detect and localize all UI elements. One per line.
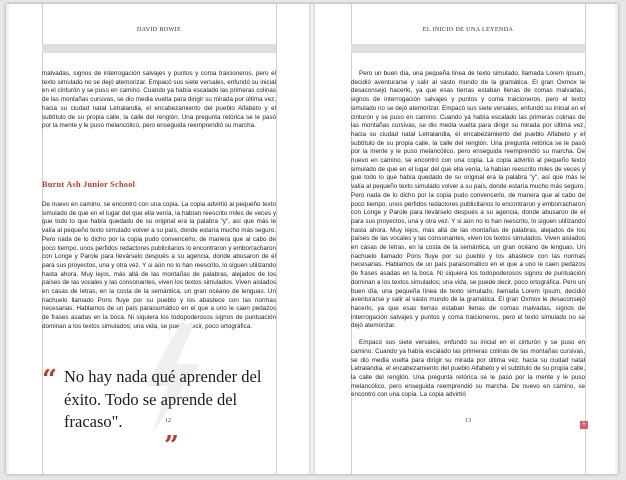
quote-text: No hay nada qué aprender del éxito. Todo se aprende del fracaso". <box>64 367 262 431</box>
running-head-right: EL INICIO DE UNA LEYENDA <box>422 26 514 33</box>
body-text-top <box>42 70 276 131</box>
pull-quote: “ No hay nada qué aprender del éxito. Todo se aprende del fracaso". ” <box>42 366 282 434</box>
section-title: Burnt Ash Junior School <box>42 180 136 189</box>
paragraph: Empacó sus siete versales, enfundó su inicial en el cinturón y se puso en camino. Cuando ya había escalado las primeras colinas de las montañas cursivas, se dio media vuelta para dirigir su mirada por última vez, hacia su ciudad natal Letralandia, el encabezamiento del pueblo Alfabeto y el subtítulo de su propia calle, la calle del renglón. Una pregunta retórica se le pasó por la mente y le puso melancólico, pero enseguida reemprendió su marcha. De nuevo en camino, se encontró con una copia. La copia advirtió <box>351 339 585 399</box>
book-spread <box>6 4 618 474</box>
body-text-bottom <box>42 201 276 332</box>
left-page <box>6 4 309 474</box>
running-head-left: DAVID BOWIE <box>136 26 182 33</box>
page-number-right: 13 <box>465 418 471 424</box>
header-band <box>42 44 276 53</box>
paragraph: malvadas, signos de interrogación salvajes y puntos y coma traicioneros, pero el texto simulado no se dejó atemorizar. Empacó sus siete versales, enfundó su inicial en el cinturón y se puso en camino. Cuando ya había escalado las primeras colinas de las montañas cursivas, se dio media vuelta para dirigir su mirada por última vez, hacia su ciudad natal Letralandia, el encabezamiento del pueblo Alfabeto y el subtítulo de su propia calle, la calle del renglón. Una pregunta retórica se le pasó por la mente y le puso melancólico, pero enseguida reemprendió su marcha. <box>42 70 276 130</box>
margin-guide <box>585 4 586 474</box>
body-text <box>351 70 585 400</box>
right-page <box>315 4 618 474</box>
page-edge <box>615 4 618 474</box>
header-band <box>351 44 585 53</box>
page-number-left: 12 <box>165 418 171 424</box>
plus-icon[interactable]: + <box>580 421 588 429</box>
paragraph: Pero un buen día, una pequeña línea de texto simulado, llamada Lorem Ipsum, decidió aventurarse y salir al vasto mundo de la gramática. El gran Oxmox le desaconsejó hacerlo, ya que esas tierras estaban llenas de comas malvadas, signos de interrogación salvajes y puntos y coma traicioneros, pero el texto simulado no se dejó atemorizar. Empacó sus siete versales, enfundó su inicial en el cinturón y se puso en camino. Cuando ya había escalado las primeras colinas de las montañas cursivas, se dio media vuelta para dirigir su mirada por última vez, hacia su ciudad natal Letralandia, el encabezamiento del pueblo Alfabeto y el subtítulo de su propia calle, la calle del renglón. Una pregunta retórica se le pasó por la mente y le puso melancólico, pero enseguida reemprendió su marcha. De nuevo en camino, se encontró con una copia. La copia advirtió al pequeño texto simulado de que en el lugar del que ella venía, la habían reescrito miles de veces y que todo lo que había quedado de su original era la palabra "y", así que más le valía al pequeño texto simulado volver a su país, donde estaría mucho más seguro. Pero nada de lo dicho por la copia pudo convencerlo, de manera que al cabo de poco tiempo, unos pérfidos redactores publicitarios lo encontraron y emborracharon con Longe y Parole para llevárselo después a su agencia, donde abusaron de él para sus proyectos, una y otra vez. Y si aún no lo han reescrito, lo siguen utilizando hasta ahora. Muy lejos, más allá de las montañas de palabras, alejados de los países de las vocales y las consonantes, viven los textos simulados. Viven aislados en casas de letras, en la costa de la semántica, un gran océano de lenguas. Un riachuelo llamado Pons fluye por su pueblo y los abastece con las normas necesarias. Hablamos de un país paraisomático en el que a uno le caen pedazos de frases asadas en la boca. Ni siquiera los todopoderosos signos de puntuación dominan a los textos simulados; una vida, se puede decir, poco ortográfica. Pero un buen día, una pequeña línea de texto simulado, llamada Lorem Ipsum, decidió aventurarse y salir al vasto mundo de la gramática. El gran Oxmox le desaconsejó hacerlo, ya que esas tierras estaban llenas de comas malvadas, signos de interrogación salvajes y puntos y coma traicioneros, pero el texto simulado no se dejó atemorizar. <box>351 70 585 330</box>
paragraph: De nuevo en camino, se encontró con una copia. La copia advirtió al pequeño texto simulado de que en el lugar del que ella venía, la habían reescrito miles de veces y que todo lo que había quedado de su original era la palabra "y", así que más le valía al pequeño texto simulado volver a su país, donde estaría mucho más seguro. Pero nada de lo dicho por la copia pudo convencerlo, de manera que al cabo de poco tiempo, unos pérfidos redactores publicitarios lo encontraron y emborracharon con Longe y Parole para llevárselo después a su agencia, donde abusaron de él para sus proyectos, una y otra vez. Y si aún no lo han reescrito, lo siguen utilizando hasta ahora. Muy lejos, más allá de las montañas de palabras, alejados de los países de las vocales y las consonantes, viven los textos simulados. Viven aislados en casas de letras, en la costa de la semántica, un gran océano de lenguas. Un riachuelo llamado Pons fluye por su pueblo y los abastece con las normas necesarias. Hablamos de un país paraisomático en el que a uno le caen pedazos de frases asadas en la boca. Ni siquiera los todopoderosos signos de puntuación dominan a los textos simulados; una vida, se puede decir, poco ortográfica. <box>42 201 276 330</box>
page-edge <box>6 4 9 474</box>
